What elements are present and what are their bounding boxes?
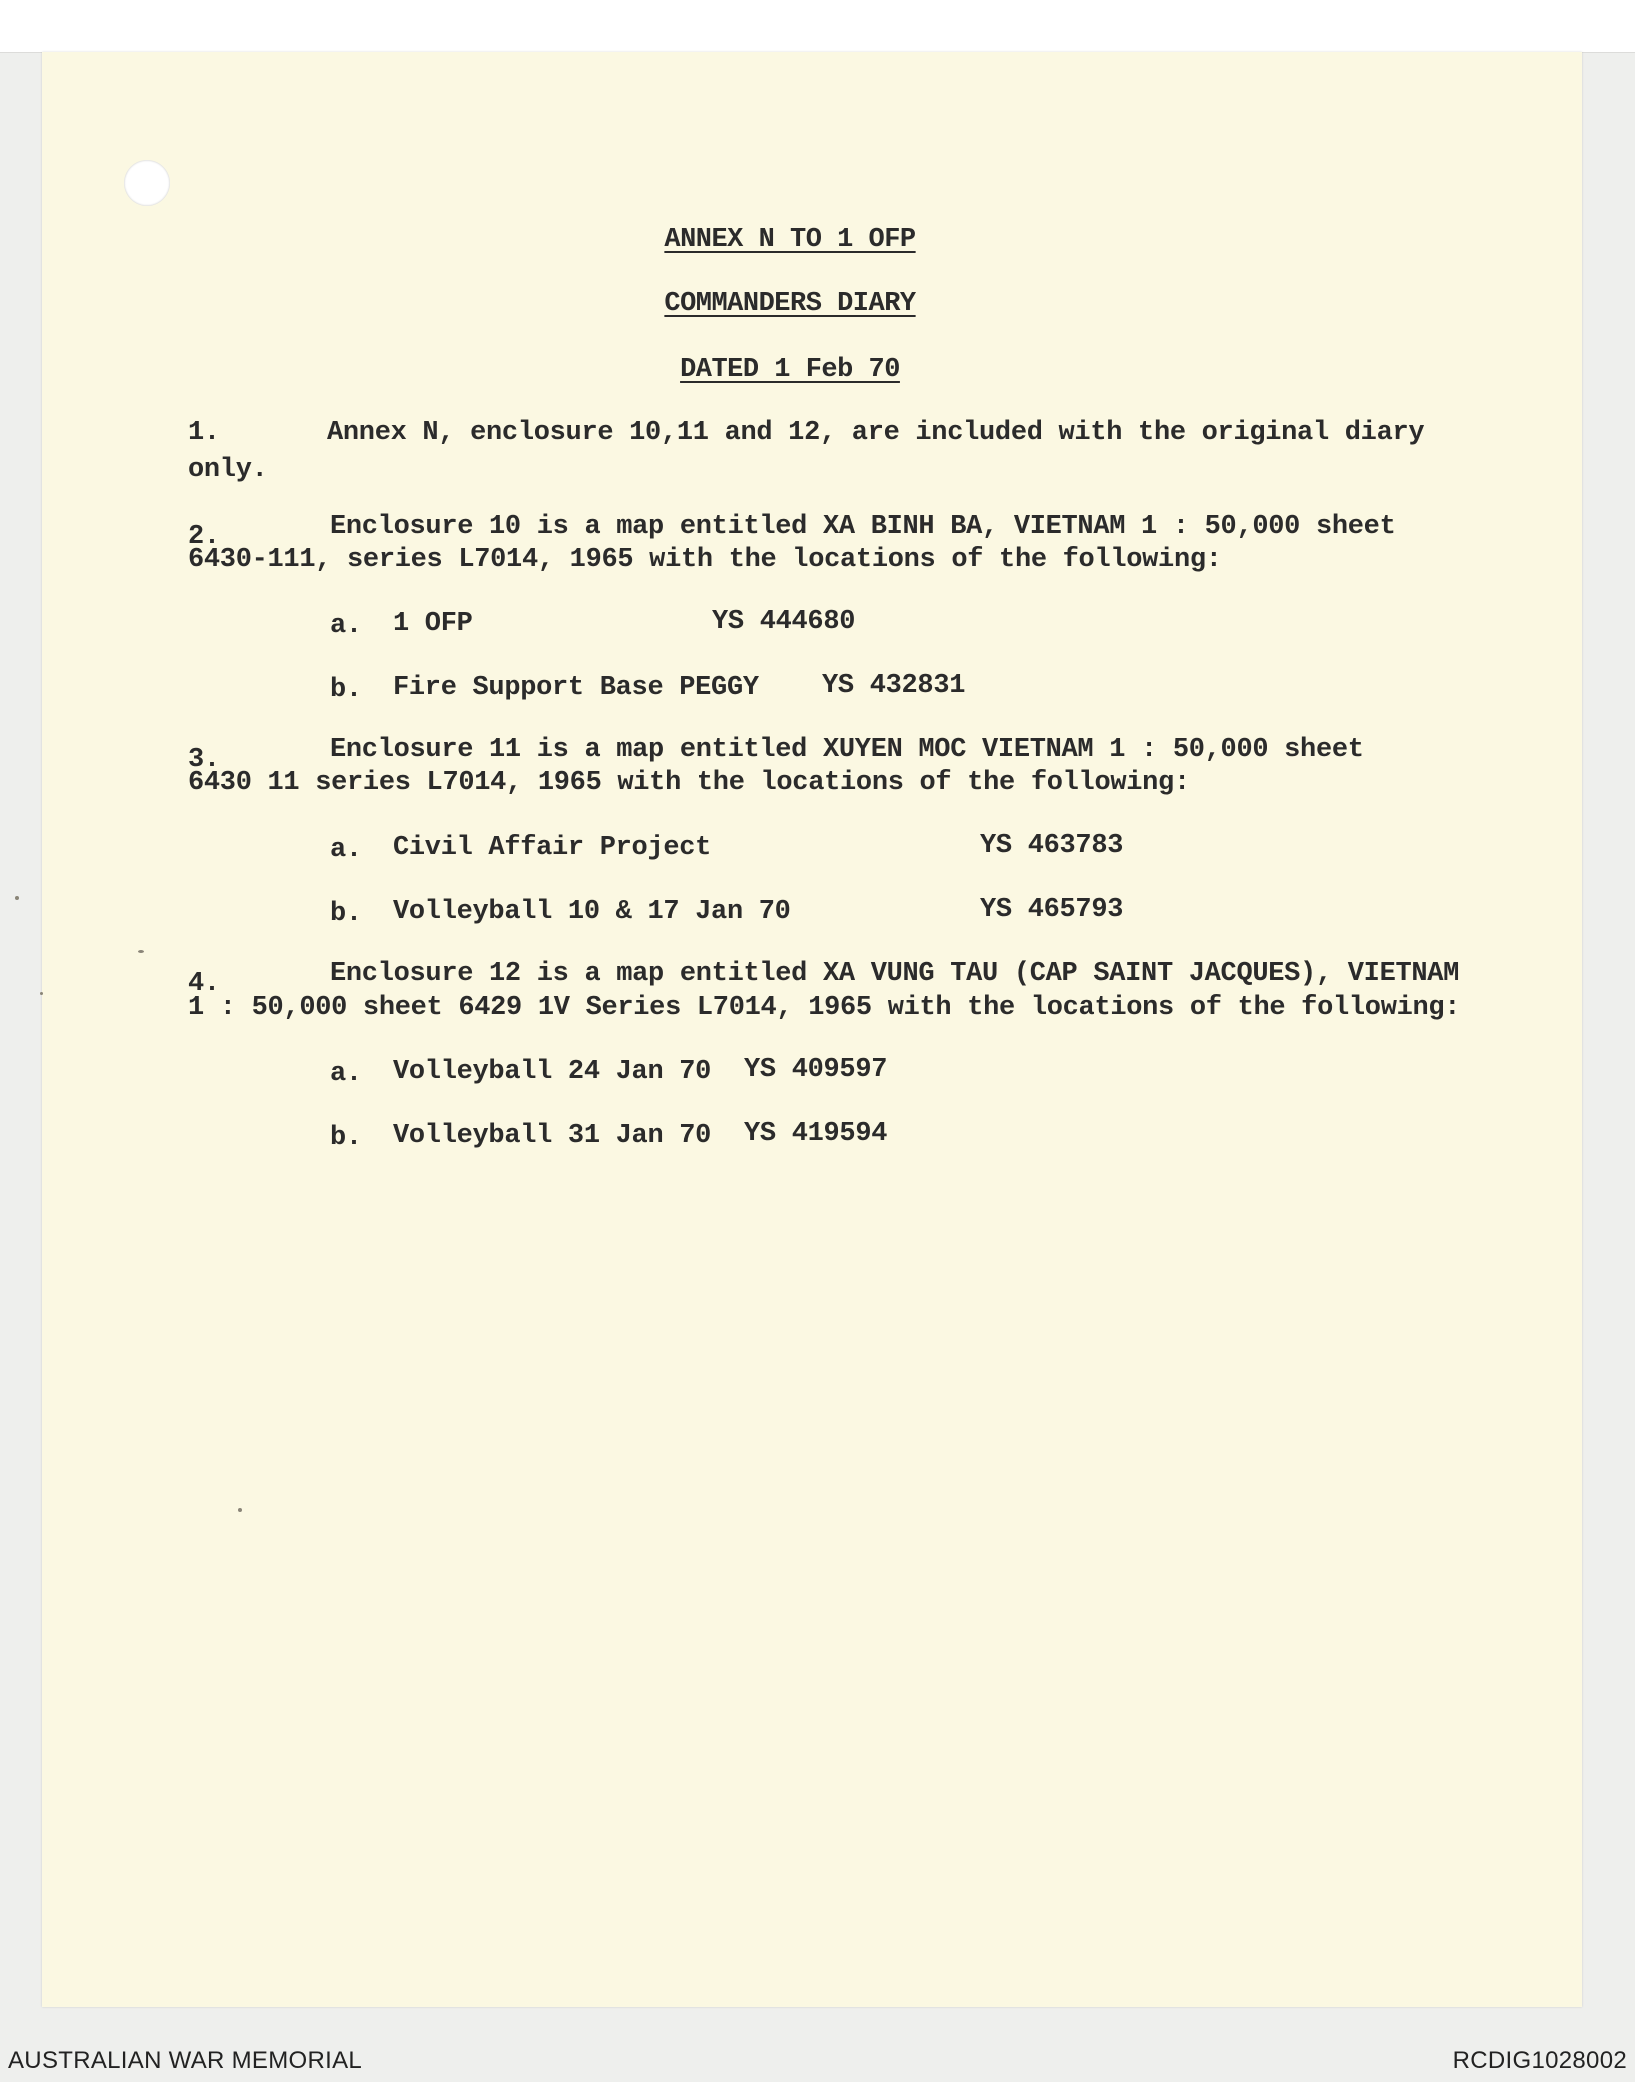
para4-item-b-label: Volleyball 31 Jan 70 <box>393 1121 712 1151</box>
para2-line1: Enclosure 10 is a map entitled XA BINH BA, VIETNAM 1 : 50,000 sheet <box>330 512 1396 542</box>
para3-item-a-ref: YS 463783 <box>980 831 1124 861</box>
para3-item-a-label: Civil Affair Project <box>393 833 712 863</box>
para4-line1: Enclosure 12 is a map entitled XA VUNG TAU (CAP SAINT JACQUES), VIETNAM <box>330 959 1460 989</box>
para3-item-b-letter: b. <box>330 899 362 929</box>
para4-number: 4. <box>188 969 220 999</box>
para2-item-a-ref: YS 444680 <box>712 607 856 637</box>
para4-line2: 1 : 50,000 sheet 6429 1V Series L7014, 1965 with the locations of the following: <box>188 993 1461 1023</box>
para4-item-a-ref: YS 409597 <box>744 1055 888 1085</box>
para1-line1: Annex N, enclosure 10,11 and 12, are included with the original diary <box>327 418 1425 448</box>
para2-item-a-label: 1 OFP <box>393 609 473 639</box>
para2-line2: 6430-111, series L7014, 1965 with the locations of the following: <box>188 545 1222 575</box>
para3-line2: 6430 11 series L7014, 1965 with the locations of the following: <box>188 768 1190 798</box>
para3-item-b-label: Volleyball 10 & 17 Jan 70 <box>393 897 791 927</box>
footer-institution: AUSTRALIAN WAR MEMORIAL <box>8 2047 363 2074</box>
para3-item-a-letter: a. <box>330 835 362 865</box>
para2-item-b-ref: YS 432831 <box>822 671 966 701</box>
para4-item-b-ref: YS 419594 <box>744 1119 888 1149</box>
heading-dated: DATED 1 Feb 70 <box>680 355 900 385</box>
footer-catalogue-id: RCDIG1028002 <box>1452 2047 1627 2074</box>
para3-number: 3. <box>188 745 220 775</box>
para2-item-b-label: Fire Support Base PEGGY <box>393 673 759 703</box>
para4-item-a-letter: a. <box>330 1059 362 1089</box>
heading-annex: ANNEX N TO 1 OFP <box>664 225 916 255</box>
para4-item-b-letter: b. <box>330 1123 362 1153</box>
para3-line1: Enclosure 11 is a map entitled XUYEN MOC VIETNAM 1 : 50,000 sheet <box>330 735 1364 765</box>
heading-diary: COMMANDERS DIARY <box>664 289 916 319</box>
para2-number: 2. <box>188 522 220 552</box>
para2-item-b-letter: b. <box>330 675 362 705</box>
para1-number: 1. <box>188 418 220 448</box>
para2-item-a-letter: a. <box>330 611 362 641</box>
para3-item-b-ref: YS 465793 <box>980 895 1124 925</box>
para4-item-a-label: Volleyball 24 Jan 70 <box>393 1057 712 1087</box>
para1-line2: only. <box>188 455 268 485</box>
